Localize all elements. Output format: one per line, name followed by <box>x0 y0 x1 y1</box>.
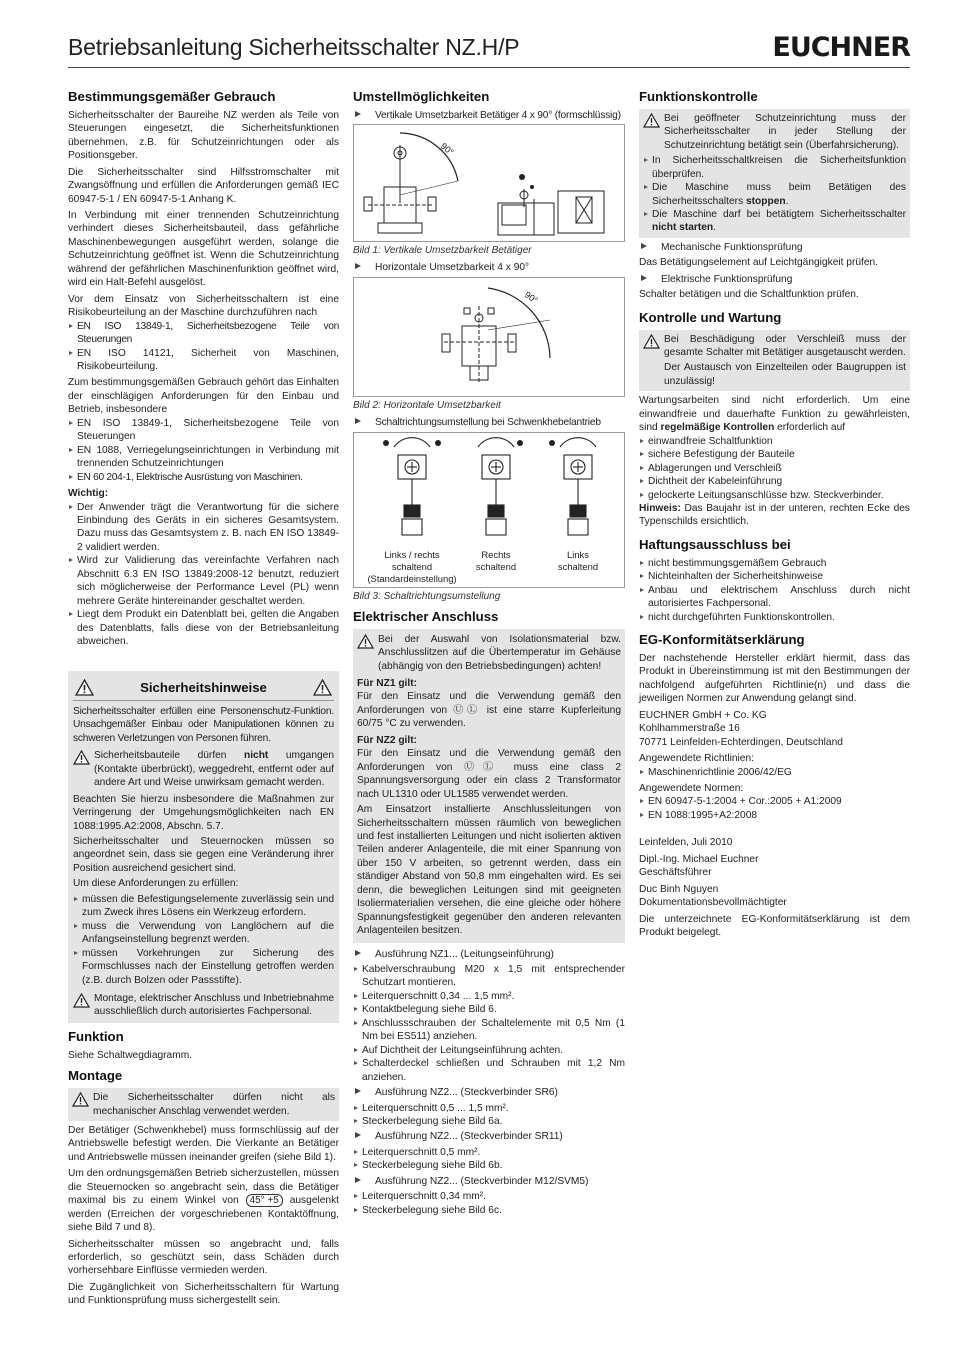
section-title-eg-konformitaetserklaerung: EG-Konformitätserklärung <box>639 632 805 648</box>
text-span: Die Maschine darf bei betätigtem Sicherheitsschalter <box>652 209 906 221</box>
function-check-box <box>639 109 910 238</box>
figure-1 <box>353 124 625 242</box>
emphasis: nicht <box>243 750 269 762</box>
warning-icon <box>72 1092 89 1107</box>
list-item: In Sicherheitsschaltkreisen die Sicherheitsfunktion überprüfen. <box>643 154 906 181</box>
page-title: Betriebsanleitung Sicherheitsschalter NZ.H/P <box>68 34 520 60</box>
paragraph: Sicherheitsschalter müssen so angebracht und, falls erforderlich, so geschützt sein, dass Schäden durch vorhersehbare Einflüsse vermieden werden. <box>68 1238 339 1277</box>
safety-box <box>68 671 339 1023</box>
section-title-montage: Montage <box>68 1068 123 1084</box>
section-title-bestimmungsgemaesser-gebrauch: Bestimmungsgemäßer Gebrauch <box>68 89 276 104</box>
text-span: . <box>785 195 789 207</box>
figure-3-label: Links / rechts schaltend (Standardeinstellung) <box>367 549 457 584</box>
address-line: 70771 Leinfelden-Echterdingen, Deutschland <box>639 736 843 748</box>
signatory <box>639 853 910 880</box>
bullet-list <box>68 417 339 484</box>
list-item: EN 1088:1995+A2:2008 <box>639 809 910 822</box>
list-item: müssen die Befestigungselemente zuverlässig sein und zum Zweck ihres Lösens ein Werkzeug erfordern. <box>73 893 334 920</box>
paragraph: Sicherheitsschalter und Steuernocken müssen so angeordnet sein, dass sie gegen eine Veränderung ihrer Position ausreichend gesichert sind. <box>73 836 334 874</box>
paragraph: Der nachstehende Hersteller erklärt hiermit, dass das Produkt in Übereinstimmung ist mit den Bestimmungen der nachfolgend aufgeführten Richtlinie(n) und dass die jeweiligen Normen zur Anwendung gelangt sind. <box>639 652 910 705</box>
warning-text: Bei geöffneter Schutzeinrichtung muss der Sicherheitsschalter in jeder Stellung der Schutzeinrichtung betätigt sein (Überfahrsicherung). <box>664 112 906 151</box>
paragraph: Das Betätigungselement auf Leichtgängigkeit prüfen. <box>639 257 878 269</box>
warning-note <box>639 330 910 392</box>
figure-2-caption: Bild 2: Horizontale Umsetzbarkeit <box>353 399 501 411</box>
emphasis: Hinweis: <box>639 503 681 515</box>
figure-1-angle: 90° <box>438 141 456 158</box>
list-item: EN 1088, Verriegelungseinrichtungen in Verbindung mit trennenden Schutzeinrichtungen <box>68 444 339 471</box>
column-left <box>68 86 339 1311</box>
safety-header <box>73 677 334 701</box>
paragraph: Die Zugänglichkeit von Sicherheitsschaltern für Wartung und Funktionsprüfung muss sichergestellt sein. <box>68 1281 339 1307</box>
warning-text: Die Sicherheitsschalter dürfen nicht als mechanischer Anschlag verwendet werden. <box>93 1092 335 1117</box>
bullet-list <box>68 501 339 649</box>
warning-icon <box>313 679 332 696</box>
paragraph: Am Einsatzort installierte Anschlussleitungen von Sicherheitsschaltern müssen räumlich von beweglichen und fest installierten Leitungen und nicht isolierten aktiven Teilen anderer Anlagenteile, die mit einer Spannung von über 150 V arbeiten, so getrennt werden, dass ein ständiger Abstand von 50,8 mm eingehalten wird. Es sei denn, die beweglichen Leitungen sind mit geeigneten Isoliermaterialien versehen, die eine gleiche oder höhere Spannungsfestigkeit gegenüber den anderen relevanten Anlagenteilen besitzen. <box>357 804 621 937</box>
paragraph: Um diese Anforderungen zu erfüllen: <box>73 878 239 890</box>
warning-text <box>94 749 334 789</box>
section-title-haftungsausschluss: Haftungsausschluss bei <box>639 536 791 552</box>
signatory <box>639 883 910 910</box>
figure-1-drawing <box>354 125 624 241</box>
list-item: EN 60 204-1, Elektrische Ausrüstung von Maschinen. <box>68 471 339 484</box>
list-item: Leiterquerschnitt 0,34 ... 1,5 mm². <box>353 990 625 1003</box>
paragraph: Vor dem Einsatz von Sicherheitsschaltern ist eine Risikobeurteilung an der Maschine durchzuführen nach <box>68 293 339 319</box>
list-item: gelockerte Leitungsanschlüsse bzw. Steckverbinder. <box>639 489 910 502</box>
list-item: EN ISO 13849-1, Sicherheitsbezogene Teile von Steuerungen <box>68 320 339 347</box>
list-item <box>643 181 906 208</box>
emphasis: regelmäßige Kontrollen <box>660 422 775 434</box>
paragraph <box>639 502 910 529</box>
address-line: EUCHNER GmbH + Co. KG <box>639 709 767 721</box>
column-middle <box>353 86 625 1217</box>
bullet-list <box>353 1102 625 1129</box>
warning-icon <box>73 993 90 1008</box>
list-item: Kabelverschraubung M20 x 1,5 mit entsprechender Schutzart montieren. <box>353 963 625 990</box>
paragraph: Zum bestimmungsgemäßen Gebrauch gehört das Einhalten der einschlägigen Anforderungen für den Einbau und Betrieb, insbesondere <box>68 377 339 416</box>
section-title-funktion: Funktion <box>68 1028 124 1044</box>
arrow-item: Schaltrichtungsumstellung bei Schwenkhebelantrieb <box>353 416 625 429</box>
text-span: Die Maschine muss beim Betätigen des Sicherheitsschalters <box>652 182 906 207</box>
paragraph: Der Betätiger (Schwenkhebel) muss formschlüssig auf der Antriebswelle befestigt werden. Die Vierkante an Betätiger und Antriebswelle müssen ineinander greifen (siehe Bild 1). <box>68 1124 339 1163</box>
figure-3-caption: Bild 3: Schaltrichtungsumstellung <box>353 590 501 602</box>
emphasis: nicht starten <box>652 222 714 234</box>
nz2-heading: Für NZ2 gilt: <box>357 734 417 746</box>
paragraph: Siehe Schaltwegdiagramm. <box>68 1049 193 1061</box>
paragraph: Die Sicherheitsschalter sind Hilfsstromschalter mit Zwangsöffnung und erfüllen die Anforderungen gemäß IEC 60947-5-1 / EN 60947-5-1 Anhang K. <box>68 166 339 205</box>
list-item: Schalterdeckel schließen und Schrauben mit 1,2 Nm anziehen. <box>353 1057 625 1084</box>
paragraph <box>639 394 910 434</box>
figure-3-drawing <box>354 433 624 541</box>
list-item: Liegt dem Produkt ein Datenblatt bei, gelten die Angaben des Datenblatts, falls diese von der Betriebsanleitung abweichen. <box>68 608 339 648</box>
warning-line: Der Austausch von Einzelteilen oder Baugruppen ist unzulässig! <box>664 362 906 387</box>
list-item: Leiterquerschnitt 0,5 mm². <box>353 1146 625 1159</box>
figure-2-angle: 90° <box>522 289 540 306</box>
place-date: Leinfelden, Juli 2010 <box>639 837 733 849</box>
list-item: Anschlussschrauben der Schaltelemente mit 0,5 Nm (1 Nm bei ES511) anziehen. <box>353 1017 625 1044</box>
nz1-heading: Für NZ1 gilt: <box>357 677 417 689</box>
paragraph: Schalter betätigen und die Schaltfunktion prüfen. <box>639 289 859 301</box>
list-item: Auf Dichtheit der Leitungseinführung achten. <box>353 1044 625 1057</box>
warning-text <box>664 333 906 389</box>
bullet-list <box>353 963 625 1084</box>
bullet-list <box>353 1146 625 1173</box>
text-span: erforderlich auf <box>774 422 846 434</box>
list-item: Steckerbelegung siehe Bild 6c. <box>353 1204 625 1217</box>
list-item: EN 60947-5-1:2004 + Cor.:2005 + A1:2009 <box>639 795 910 808</box>
list-item: Steckerbelegung siehe Bild 6a. <box>353 1115 625 1128</box>
section-title-kontrolle-und-wartung: Kontrolle und Wartung <box>639 309 782 325</box>
arrow-item: Ausführung NZ2... (Steckverbinder SR6) <box>353 1086 625 1099</box>
arrow-item: Horizontale Umsetzbarkeit 4 x 90° <box>353 261 625 274</box>
arrow-item: Ausführung NZ2... (Steckverbinder SR11) <box>353 1130 625 1143</box>
list-item: Dichtheit der Kabeleinführung <box>639 475 910 488</box>
bullet-list <box>639 435 910 502</box>
text-span: umgangen (Kontakte überbrückt), weggedreht, entfernt oder auf andere Art und Weise unwirksam gemacht werden. <box>94 750 334 789</box>
paragraph: Die unterzeichnete EG-Konformitätserklärung ist dem Produkt beigelegt. <box>639 913 910 939</box>
text-span: . <box>713 222 716 234</box>
paragraph <box>68 1167 339 1234</box>
address-line: Kohlhammerstraße 16 <box>639 723 740 735</box>
list-item: Maschinenrichtlinie 2006/42/EG <box>639 766 910 779</box>
text-span: Wartungsarbeiten sind nicht erforderlich. Um eine einwandfreie und dauerhafte Funktion zu gewährleisten, sind <box>639 395 910 434</box>
list-item: Kontaktbelegung siehe Bild 6. <box>353 1003 625 1016</box>
euchner-logo: EUCHNER <box>772 32 910 63</box>
figure-1-caption: Bild 1: Vertikale Umsetzbarkeit Betätiger <box>353 245 532 257</box>
list-item: Nichteinhalten der Sicherheitshinweise <box>639 570 910 583</box>
list-item: nicht durchgeführten Funktionskontrollen. <box>639 611 910 624</box>
section-title-funktionskontrolle: Funktionskontrolle <box>639 89 758 104</box>
text-span: ausgelenkt werden (Erreichen der vorgeschriebenen Kontaktöffnung, siehe Bild 7 und 8). <box>68 1195 340 1234</box>
warning-icon <box>643 334 660 349</box>
list-item <box>643 208 906 235</box>
address <box>639 709 910 749</box>
paragraph: Sicherheitsschalter der Baureihe NZ werden als Teile von Steuerungen eingesetzt, die Sicherheitsfunktionen übernehmen, z.B. für Schutzeinrichtungen oder als Positionsgeber. <box>68 109 339 162</box>
paragraph: Für den Einsatz und die Verwendung gemäß den Anforderungen von ⓊⓁ ist eine starre Kupferleitung 60/75 °C zu verwenden. <box>357 691 621 730</box>
list-item: Leiterquerschnitt 0,5 ... 1,5 mm². <box>353 1102 625 1115</box>
signatory-line: Geschäftsführer <box>639 867 712 879</box>
warning-icon <box>643 113 660 128</box>
warning-icon <box>73 750 90 765</box>
bullet-list <box>353 1190 625 1217</box>
warning-note <box>68 1088 339 1121</box>
warning-note <box>643 112 906 152</box>
emphasis: stoppen <box>746 195 786 207</box>
signatory-line: Dipl.-Ing. Michael Euchner <box>639 853 759 865</box>
angle-value: 45° +5 <box>246 1194 283 1207</box>
text-span: Das Baujahr ist in der unteren, rechten Ecke des Typenschilds ersichtlich. <box>639 503 910 528</box>
list-item: Anbau und elektrischem Anschluss durch nicht autorisiertes Fachpersonal. <box>639 584 910 611</box>
text-span: Um den ordnungsgemäßen Betrieb sicherzustellen, müssen die Steuernocken so angebracht sein, dass die Betätiger maximal bis zu einem Winkel von <box>68 1168 339 1207</box>
list-item: EN ISO 14121, Sicherheit von Maschinen, Risikobeurteilung. <box>68 347 339 374</box>
bullet-list <box>68 320 339 374</box>
paragraph: Für den Einsatz und die Verwendung gemäß den Anforderungen von ⓊⓁ muss eine class 2 Spannungsversorgung oder ein class 2 Transformator nach UL1310 oder UL1585 verwendet werden. <box>357 748 621 800</box>
list-item: Leiterquerschnitt 0,34 mm². <box>353 1190 625 1203</box>
warning-note <box>357 633 621 673</box>
list-item: EN ISO 13849-1, Sicherheitsbezogene Teile von Steuerungen <box>68 417 339 444</box>
safety-title: Sicherheitshinweise <box>140 679 267 695</box>
list-item: Wird zur Validierung das vereinfachte Verfahren nach Abschnitt 6.3 EN ISO 13849:2008-12 benutzt, reduziert sich möglicherweise der Performance Level (PL) wenn mehrere Geräte hintereinander geschaltet werden. <box>68 554 339 608</box>
list-item: muss die Verwendung von Langlöchern auf die Anfangseinstellung begrenzt werden. <box>73 920 334 947</box>
important-label: Wichtig: <box>68 488 109 500</box>
figure-2-drawing <box>354 278 624 396</box>
figure-2 <box>353 277 625 397</box>
warning-note <box>73 749 334 789</box>
arrow-item: Ausführung NZ2... (Steckverbinder M12/SVM5) <box>353 1175 625 1188</box>
list-item: einwandfreie Schaltfunktion <box>639 435 910 448</box>
text-span: Sicherheitsbauteile dürfen <box>94 750 244 762</box>
standards-heading: Angewendete Normen: <box>639 782 744 794</box>
list-item: müssen Vorkehrungen zur Sicherung des Formschlusses nach der Einstellung getroffen werden (z.B. durch Bolzen oder Passstifte). <box>73 947 334 987</box>
bullet-list <box>73 893 334 987</box>
arrow-item: Ausführung NZ1... (Leitungseinführung) <box>353 948 625 961</box>
list-item: Ablagerungen und Verschleiß <box>639 462 910 475</box>
paragraph: Sicherheitsschalter erfüllen eine Personenschutz-Funktion. Unsachgemäßer Einbau oder Manipulationen können zu schweren Verletzungen von Personen führen. <box>73 705 334 744</box>
section-title-umstellmoeglichkeiten: Umstellmöglichkeiten <box>353 89 490 104</box>
page-header <box>68 28 910 68</box>
paragraph: In Verbindung mit einer trennenden Schutzeinrichtung verhindert dieses Sicherheitsbauteil, dass gefährliche Maschinenbewegungen ausgeführt werden, solange die Schutzeinrichtung geöffnet ist. Wenn die Schutzeinrichtung während der gefährlichen Maschinenfunktion geöffnet wird, wird ein Halt-Befehl ausgelöst. <box>68 210 339 289</box>
figure-3-label: Rechts schaltend <box>475 549 517 572</box>
figure-3-label: Links schaltend <box>557 549 599 572</box>
arrow-item: Vertikale Umsetzbarkeit Betätiger 4 x 90° (formschlüssig) <box>353 109 625 122</box>
paragraph: Beachten Sie hierzu insbesondere die Maßnahmen zur Verringerung der Umgehungsmöglichkeiten nach EN 1088:1995.A2:2008, Abschn. 5.7. <box>73 793 334 832</box>
warning-line: Bei Beschädigung oder Verschleiß muss der gesamte Schalter mit Betätiger ausgetauscht werden. <box>664 333 906 359</box>
figure-3-labels <box>354 545 624 593</box>
bullet-list <box>639 557 910 624</box>
warning-note <box>73 992 334 1019</box>
figure-3 <box>353 432 625 588</box>
warning-text: Montage, elektrischer Anschluss und Inbetriebnahme ausschließlich durch autorisiertes Fachpersonal. <box>94 993 334 1018</box>
electrical-info-box <box>353 629 625 943</box>
arrow-item: Elektrische Funktionsprüfung <box>639 273 910 286</box>
signatory-line: Dokumentationsbevollmächtigter <box>639 897 787 909</box>
directives-heading: Angewendete Richtlinien: <box>639 753 754 765</box>
warning-text: Bei der Auswahl von Isolationsmaterial bzw. Anschlusslitzen auf die Übertemperatur im Gehäuse (abhängig von den Betriebsbedingungen) achten! <box>378 633 621 672</box>
arrow-item: Mechanische Funktionsprüfung <box>639 241 910 254</box>
column-right <box>639 86 910 942</box>
list-item: Der Anwender trägt die Verantwortung für die sichere Einbindung des Geräts in ein sicheres Gesamtsystem. Dazu muss das Gesamtsystem z. B. nach EN ISO 13849-2 validiert werden. <box>68 501 339 555</box>
signatory-line: Duc Binh Nguyen <box>639 883 719 895</box>
list-item: sichere Befestigung der Bauteile <box>639 448 910 461</box>
list-item: nicht bestimmungsgemäßem Gebrauch <box>639 557 910 570</box>
list-item: Steckerbelegung siehe Bild 6b. <box>353 1159 625 1172</box>
warning-icon <box>75 679 94 696</box>
warning-icon <box>357 634 374 649</box>
section-title-elektrischer-anschluss: Elektrischer Anschluss <box>353 608 499 624</box>
